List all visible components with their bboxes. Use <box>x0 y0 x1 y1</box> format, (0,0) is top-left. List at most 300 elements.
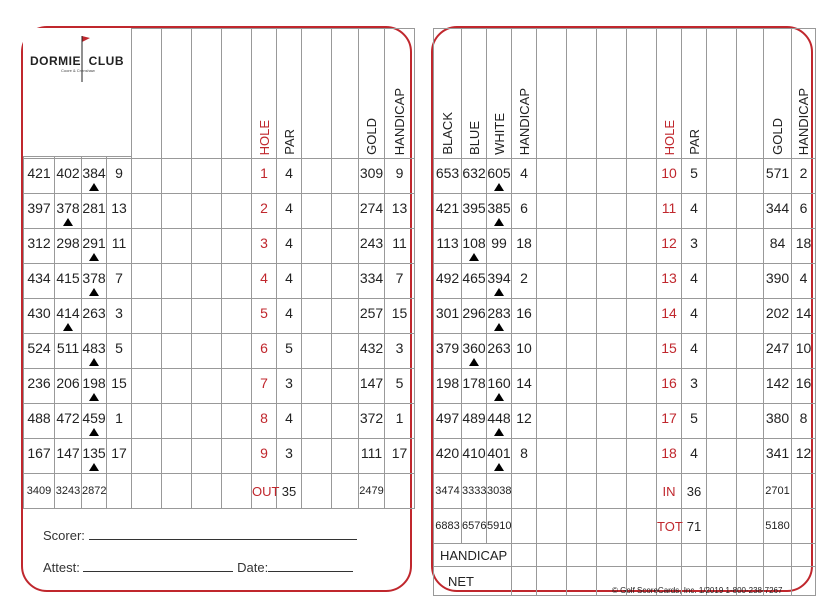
cell-white: 385 <box>487 194 512 229</box>
score-cell[interactable] <box>567 474 597 509</box>
tee-marker-icon <box>494 183 504 191</box>
score-cell[interactable] <box>737 194 764 229</box>
cell-blue: 378 <box>55 194 82 229</box>
cell-gold: 111 <box>359 439 385 474</box>
score-cell[interactable] <box>192 334 222 369</box>
cell-ghcp: 16 <box>792 369 816 404</box>
cell-white: 263 <box>487 334 512 369</box>
header-label: GOLD <box>770 118 785 155</box>
score-cell[interactable] <box>132 229 162 264</box>
cell-ghcp: 9 <box>385 159 415 194</box>
score-cell[interactable] <box>332 334 359 369</box>
score-cell[interactable] <box>597 194 627 229</box>
score-cell[interactable] <box>302 194 332 229</box>
score-cell[interactable] <box>332 299 359 334</box>
cell-black: 379 <box>434 334 462 369</box>
cell-hole: 14 <box>657 299 682 334</box>
tee-marker-icon <box>494 323 504 331</box>
score-cell[interactable] <box>567 404 597 439</box>
dormie-club-logo <box>23 28 132 157</box>
header-gold <box>359 29 385 159</box>
score-cell[interactable] <box>162 439 192 474</box>
score-cell[interactable] <box>737 439 764 474</box>
score-cell[interactable] <box>537 299 567 334</box>
score-cell[interactable] <box>707 404 737 439</box>
cell-hcp: 2 <box>512 264 537 299</box>
cell-gold: 571 <box>764 159 792 194</box>
score-cell[interactable] <box>597 229 627 264</box>
score-cell[interactable] <box>567 299 597 334</box>
hole-row <box>24 404 415 439</box>
score-cell[interactable] <box>222 369 252 404</box>
cell-ghcp: 5 <box>385 369 415 404</box>
cell-hcp: 10 <box>512 334 537 369</box>
total-ghcp <box>792 509 816 544</box>
score-cell[interactable] <box>537 229 567 264</box>
score-cell[interactable] <box>737 334 764 369</box>
score-cell[interactable] <box>707 229 737 264</box>
header-label: HOLE <box>256 119 272 155</box>
cell-hcp: 11 <box>107 229 132 264</box>
cell-black: 421 <box>24 159 55 194</box>
score-cell[interactable] <box>567 334 597 369</box>
header-blank <box>162 29 192 159</box>
header-label: WHITE <box>491 113 507 155</box>
score-cell[interactable] <box>537 334 567 369</box>
score-cell[interactable] <box>707 299 737 334</box>
score-cell[interactable] <box>132 404 162 439</box>
header-blank <box>332 29 359 159</box>
cell-ghcp: 8 <box>792 404 816 439</box>
logo-subtitle: Coore & Crenshaw <box>61 68 95 73</box>
score-cell[interactable] <box>627 334 657 369</box>
cell-black: 492 <box>434 264 462 299</box>
score-cell[interactable] <box>792 567 816 596</box>
score-cell[interactable] <box>332 439 359 474</box>
score-cell[interactable] <box>627 544 657 567</box>
score-cell[interactable] <box>707 509 737 544</box>
score-cell[interactable] <box>627 439 657 474</box>
score-cell[interactable] <box>332 229 359 264</box>
cell-par: 4 <box>277 264 302 299</box>
score-cell[interactable] <box>537 567 567 596</box>
cell-par: 5 <box>277 334 302 369</box>
score-cell[interactable] <box>682 544 707 567</box>
cell-par: 3 <box>682 229 707 264</box>
score-cell[interactable] <box>567 567 597 596</box>
score-cell[interactable] <box>627 404 657 439</box>
cell-hole: 17 <box>657 404 682 439</box>
score-cell[interactable] <box>132 194 162 229</box>
score-cell[interactable] <box>737 509 764 544</box>
total-hcp <box>512 474 537 509</box>
score-cell[interactable] <box>537 159 567 194</box>
score-cell[interactable] <box>567 229 597 264</box>
score-cell[interactable] <box>222 159 252 194</box>
score-cell[interactable] <box>707 159 737 194</box>
cell-hcp: 8 <box>512 439 537 474</box>
score-cell[interactable] <box>627 229 657 264</box>
score-cell[interactable] <box>627 474 657 509</box>
cell-hole: 10 <box>657 159 682 194</box>
score-cell[interactable] <box>132 369 162 404</box>
tee-marker-icon <box>89 288 99 296</box>
score-cell[interactable] <box>567 509 597 544</box>
score-cell[interactable] <box>162 404 192 439</box>
score-cell[interactable] <box>737 264 764 299</box>
score-cell[interactable] <box>332 194 359 229</box>
score-cell[interactable] <box>302 439 332 474</box>
cell-ghcp: 12 <box>792 439 816 474</box>
header-label: HANDICAP <box>796 87 811 155</box>
header-blank <box>537 29 567 159</box>
tee-marker-icon <box>89 253 99 261</box>
score-cell[interactable] <box>537 439 567 474</box>
score-cell[interactable] <box>302 159 332 194</box>
score-cell[interactable] <box>162 299 192 334</box>
score-cell[interactable] <box>537 264 567 299</box>
score-cell[interactable] <box>597 299 627 334</box>
cell-blue: 147 <box>55 439 82 474</box>
total-gold: 5180 <box>764 509 792 544</box>
score-cell[interactable] <box>627 369 657 404</box>
score-cell[interactable] <box>222 264 252 299</box>
header-blank <box>192 29 222 159</box>
tee-marker-icon <box>89 463 99 471</box>
cell-white: 459 <box>82 404 107 439</box>
score-cell[interactable] <box>302 299 332 334</box>
cell-black: 524 <box>24 334 55 369</box>
header-hole <box>657 29 682 159</box>
cell-blue: 472 <box>55 404 82 439</box>
score-cell[interactable] <box>192 229 222 264</box>
score-cell[interactable] <box>737 229 764 264</box>
cell-gold: 274 <box>359 194 385 229</box>
header-label: HOLE <box>661 119 677 155</box>
header-blank <box>302 29 332 159</box>
header-par <box>682 29 707 159</box>
score-cell[interactable] <box>332 474 359 509</box>
score-cell[interactable] <box>302 474 332 509</box>
cell-hcp: 9 <box>107 159 132 194</box>
cell-black: 434 <box>24 264 55 299</box>
score-cell[interactable] <box>627 264 657 299</box>
score-cell[interactable] <box>737 159 764 194</box>
cell-white: 135 <box>82 439 107 474</box>
score-cell[interactable] <box>597 474 627 509</box>
score-cell[interactable] <box>302 264 332 299</box>
cell-hole: 16 <box>657 369 682 404</box>
score-cell[interactable] <box>567 544 597 567</box>
header-blank <box>627 29 657 159</box>
score-cell[interactable] <box>222 439 252 474</box>
cell-ghcp: 15 <box>385 299 415 334</box>
tee-marker-icon <box>494 288 504 296</box>
score-cell[interactable] <box>737 404 764 439</box>
score-cell[interactable] <box>627 299 657 334</box>
cell-black: 312 <box>24 229 55 264</box>
cell-hcp: 1 <box>107 404 132 439</box>
cell-hole: 1 <box>252 159 277 194</box>
header-blank <box>132 29 162 159</box>
cell-blue: 298 <box>55 229 82 264</box>
cell-hole: 15 <box>657 334 682 369</box>
hole-row <box>434 159 816 194</box>
cell-gold: 243 <box>359 229 385 264</box>
cell-par: 4 <box>277 404 302 439</box>
cell-black: 167 <box>24 439 55 474</box>
score-cell[interactable] <box>302 334 332 369</box>
tee-marker-icon <box>63 218 73 226</box>
score-cell[interactable] <box>512 544 537 567</box>
score-cell[interactable] <box>537 509 567 544</box>
tee-marker-icon <box>494 393 504 401</box>
cell-blue: 395 <box>462 194 487 229</box>
score-cell[interactable] <box>132 439 162 474</box>
cell-gold: 334 <box>359 264 385 299</box>
score-cell[interactable] <box>332 159 359 194</box>
score-cell[interactable] <box>597 369 627 404</box>
cell-black: 497 <box>434 404 462 439</box>
score-cell[interactable] <box>627 509 657 544</box>
total-blue: 3333 <box>462 474 487 509</box>
score-cell[interactable] <box>737 369 764 404</box>
cell-par: 4 <box>682 439 707 474</box>
score-cell[interactable] <box>597 334 627 369</box>
hole-row <box>24 299 415 334</box>
cell-gold: 147 <box>359 369 385 404</box>
cell-hole: 9 <box>252 439 277 474</box>
cell-hole: 5 <box>252 299 277 334</box>
cell-gold: 257 <box>359 299 385 334</box>
score-cell[interactable] <box>764 544 792 567</box>
cell-gold: 341 <box>764 439 792 474</box>
cell-blue: 360 <box>462 334 487 369</box>
cell-par: 5 <box>682 159 707 194</box>
score-cell[interactable] <box>132 334 162 369</box>
score-cell[interactable] <box>567 159 597 194</box>
header-hole <box>252 29 277 159</box>
cell-par: 4 <box>682 299 707 334</box>
total-blue: 6576 <box>462 509 487 544</box>
score-cell[interactable] <box>162 229 192 264</box>
score-cell[interactable] <box>162 369 192 404</box>
cell-hole: 4 <box>252 264 277 299</box>
score-cell[interactable] <box>537 194 567 229</box>
score-cell[interactable] <box>192 404 222 439</box>
score-cell[interactable] <box>567 264 597 299</box>
tee-marker-icon <box>63 323 73 331</box>
score-cell[interactable] <box>132 299 162 334</box>
score-cell[interactable] <box>707 369 737 404</box>
cell-black: 430 <box>24 299 55 334</box>
score-cell[interactable] <box>792 544 816 567</box>
score-cell[interactable] <box>597 264 627 299</box>
cell-hcp: 4 <box>512 159 537 194</box>
cell-white: 291 <box>82 229 107 264</box>
score-cell[interactable] <box>302 369 332 404</box>
score-cell[interactable] <box>222 299 252 334</box>
header-blank <box>222 29 252 159</box>
header-handicap <box>385 29 415 159</box>
header-blue <box>462 29 487 159</box>
score-cell[interactable] <box>162 159 192 194</box>
score-cell[interactable] <box>597 439 627 474</box>
score-cell[interactable] <box>537 404 567 439</box>
cell-gold: 309 <box>359 159 385 194</box>
score-cell[interactable] <box>597 509 627 544</box>
score-cell[interactable] <box>222 474 252 509</box>
cell-ghcp: 11 <box>385 229 415 264</box>
score-cell[interactable] <box>192 194 222 229</box>
cell-par: 4 <box>277 194 302 229</box>
total-black: 3409 <box>24 474 55 509</box>
header-par <box>277 29 302 159</box>
score-cell[interactable] <box>222 229 252 264</box>
cell-par: 5 <box>682 404 707 439</box>
tot-row <box>434 509 816 544</box>
cell-hcp: 15 <box>107 369 132 404</box>
score-cell[interactable] <box>222 404 252 439</box>
back-nine-card <box>431 26 813 592</box>
score-cell[interactable] <box>537 474 567 509</box>
cell-ghcp: 2 <box>792 159 816 194</box>
score-cell[interactable] <box>192 159 222 194</box>
front-nine-card <box>21 26 412 592</box>
cell-hcp: 6 <box>512 194 537 229</box>
score-cell[interactable] <box>192 474 222 509</box>
cell-hole: 7 <box>252 369 277 404</box>
score-cell[interactable] <box>627 159 657 194</box>
cell-white: 483 <box>82 334 107 369</box>
header-label: BLUE <box>466 121 482 155</box>
total-blue: 3243 <box>55 474 82 509</box>
score-cell[interactable] <box>597 404 627 439</box>
cell-black: 420 <box>434 439 462 474</box>
cell-hole: 6 <box>252 334 277 369</box>
score-cell[interactable] <box>162 334 192 369</box>
cell-blue: 410 <box>462 439 487 474</box>
score-cell[interactable] <box>192 264 222 299</box>
total-gold: 2701 <box>764 474 792 509</box>
cell-ghcp: 14 <box>792 299 816 334</box>
cell-white: 99 <box>487 229 512 264</box>
header-label: PAR <box>686 129 702 155</box>
tee-marker-icon <box>89 183 99 191</box>
score-cell[interactable] <box>162 194 192 229</box>
header-label: BLACK <box>440 112 455 155</box>
total-white: 5910 <box>487 509 512 544</box>
cell-hcp: 3 <box>107 299 132 334</box>
cell-white: 160 <box>487 369 512 404</box>
cell-hcp: 13 <box>107 194 132 229</box>
score-cell[interactable] <box>132 264 162 299</box>
score-cell[interactable] <box>707 194 737 229</box>
score-cell[interactable] <box>132 159 162 194</box>
score-cell[interactable] <box>737 544 764 567</box>
cell-blue: 632 <box>462 159 487 194</box>
score-cell[interactable] <box>222 334 252 369</box>
score-cell[interactable] <box>162 474 192 509</box>
score-cell[interactable] <box>567 369 597 404</box>
cell-white: 605 <box>487 159 512 194</box>
score-cell[interactable] <box>192 369 222 404</box>
score-cell[interactable] <box>332 369 359 404</box>
score-cell[interactable] <box>707 474 737 509</box>
score-cell[interactable] <box>332 404 359 439</box>
header-blank <box>597 29 627 159</box>
score-cell[interactable] <box>222 194 252 229</box>
score-cell[interactable] <box>302 229 332 264</box>
score-cell[interactable] <box>597 159 627 194</box>
score-cell[interactable] <box>332 264 359 299</box>
score-cell[interactable] <box>537 369 567 404</box>
score-cell[interactable] <box>707 264 737 299</box>
score-cell[interactable] <box>707 334 737 369</box>
attest-field[interactable]: Attest: Date: <box>43 560 353 575</box>
cell-white: 198 <box>82 369 107 404</box>
score-cell[interactable] <box>302 404 332 439</box>
tee-marker-icon <box>494 218 504 226</box>
cell-black: 397 <box>24 194 55 229</box>
total-white: 2872 <box>82 474 107 509</box>
scorer-field[interactable]: Scorer: <box>43 528 357 543</box>
cell-gold: 202 <box>764 299 792 334</box>
cell-hole: 8 <box>252 404 277 439</box>
score-cell[interactable] <box>627 194 657 229</box>
handicap-row <box>434 544 816 567</box>
score-cell[interactable] <box>567 194 597 229</box>
score-cell[interactable] <box>597 544 627 567</box>
total-par: 36 <box>682 474 707 509</box>
score-cell[interactable] <box>707 544 737 567</box>
total-black: 6883 <box>434 509 462 544</box>
score-cell[interactable] <box>192 439 222 474</box>
score-cell[interactable] <box>707 439 737 474</box>
cell-blue: 511 <box>55 334 82 369</box>
header-label: HANDICAP <box>516 87 532 155</box>
header-gold <box>764 29 792 159</box>
score-cell[interactable] <box>162 264 192 299</box>
cell-white: 281 <box>82 194 107 229</box>
hole-row <box>434 334 816 369</box>
cell-par: 3 <box>277 369 302 404</box>
cell-ghcp: 18 <box>792 229 816 264</box>
score-cell[interactable] <box>537 544 567 567</box>
cell-white: 283 <box>487 299 512 334</box>
cell-black: 198 <box>434 369 462 404</box>
hole-row <box>434 404 816 439</box>
score-cell[interactable] <box>192 299 222 334</box>
total-gold: 2479 <box>359 474 385 509</box>
total-ghcp <box>385 474 415 509</box>
score-cell[interactable] <box>132 474 162 509</box>
score-cell[interactable] <box>512 567 537 596</box>
cell-blue: 465 <box>462 264 487 299</box>
score-cell[interactable] <box>567 439 597 474</box>
cell-ghcp: 4 <box>792 264 816 299</box>
hole-row <box>434 369 816 404</box>
tee-marker-icon <box>469 253 479 261</box>
score-cell[interactable] <box>657 544 682 567</box>
total-hole: OUT <box>252 474 277 509</box>
score-cell[interactable] <box>737 474 764 509</box>
score-cell[interactable] <box>737 299 764 334</box>
tee-marker-icon <box>89 358 99 366</box>
cell-ghcp: 13 <box>385 194 415 229</box>
cell-white: 394 <box>487 264 512 299</box>
cell-hcp: 14 <box>512 369 537 404</box>
